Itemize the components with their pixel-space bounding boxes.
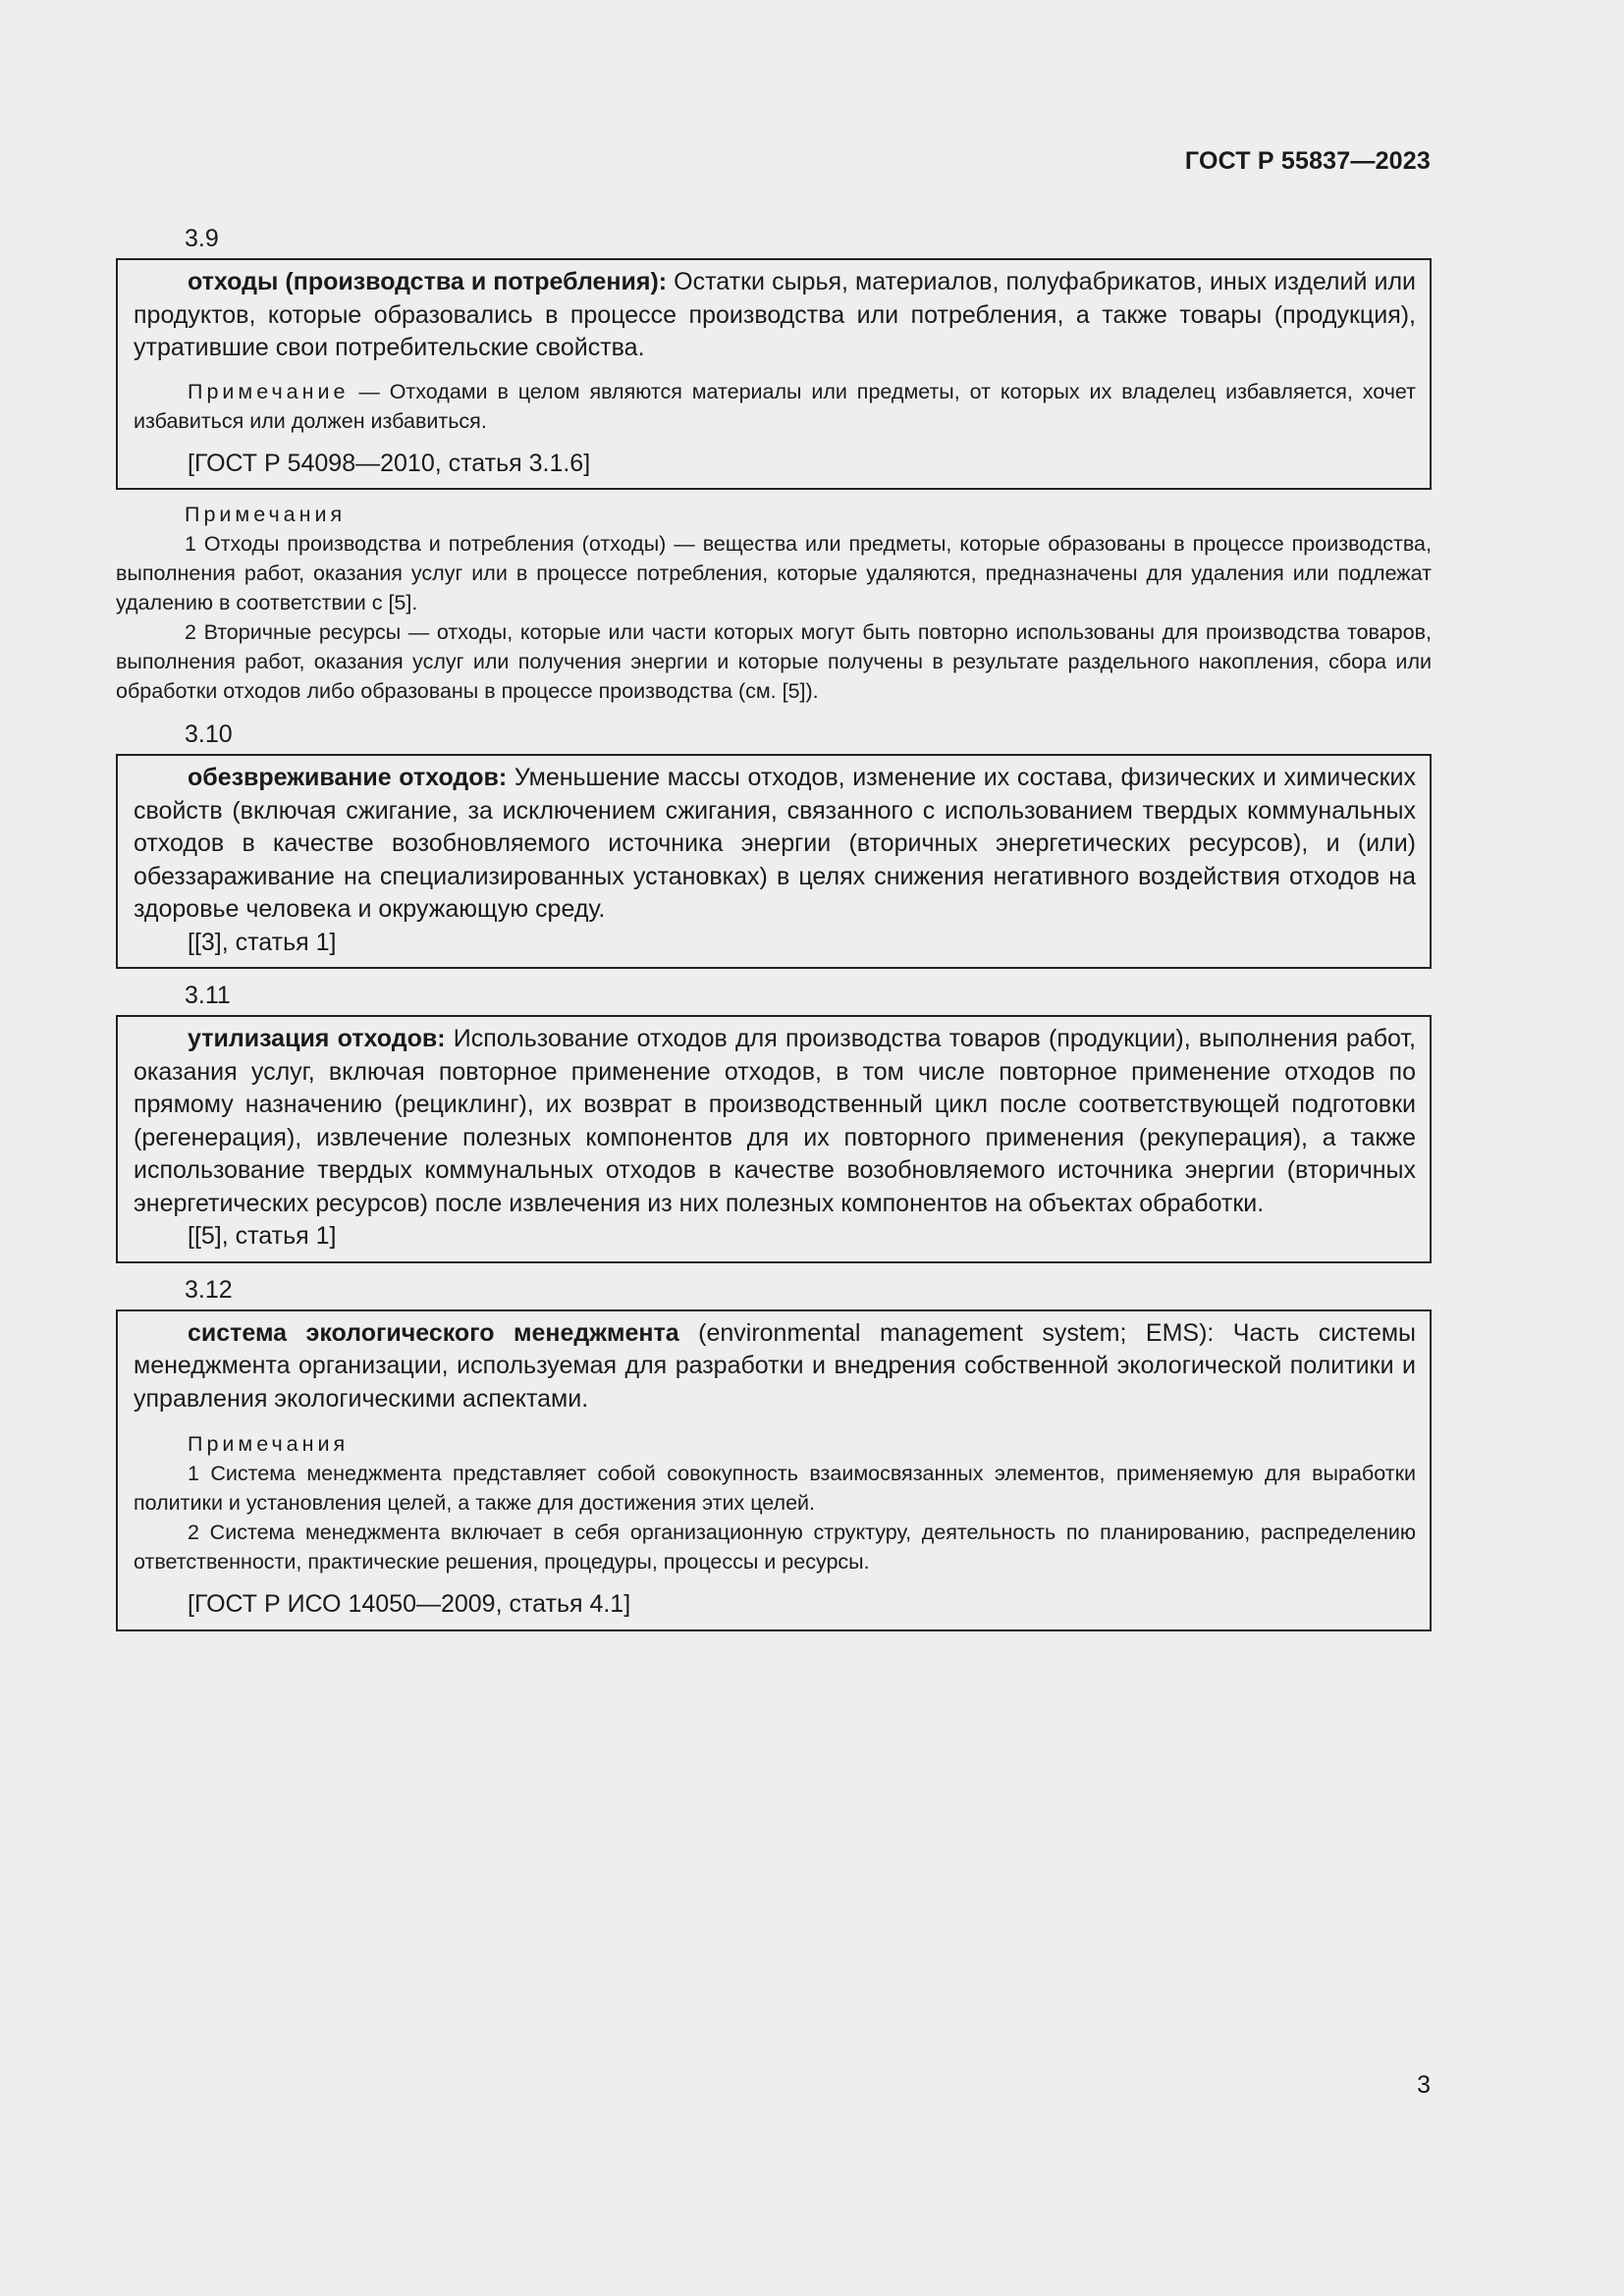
page-content	[116, 222, 1432, 1641]
note-1: 1 Система менеджмента представляет собой совокупность взаимосвязанных элементов, применяемую для выработки политики и установления целей, а также для достижения этих целей.	[134, 1462, 1416, 1515]
source-reference: [ГОСТ Р ИСО 14050—2009, статья 4.1]	[188, 1590, 631, 1618]
term: система экологического менеджмента	[188, 1318, 679, 1347]
note-2: 2 Вторичные ресурсы — отходы, которые или части которых могут быть повторно использованы для производства товаров, выполнения работ, оказания услуг или получения энергии и которые получены в результате раздельного накопления, сбора или обработки отходов либо образованы в процессе производства (см. [5]).	[116, 620, 1432, 703]
section-number: 3.9	[185, 225, 219, 252]
page-number: 3	[1417, 2071, 1431, 2099]
source-reference: [[5], статья 1]	[188, 1222, 337, 1250]
note-2: 2 Система менеджмента включает в себя организационную структуру, деятельность по планированию, распределению ответственности, практические решения, процедуры, процессы и ресурсы.	[134, 1521, 1416, 1574]
definition-box-3-9	[116, 258, 1432, 490]
section-number: 3.12	[185, 1275, 233, 1304]
definition-text	[134, 266, 1416, 365]
source-reference: [[3], статья 1]	[188, 928, 337, 956]
notes-title: Примечания	[185, 503, 347, 526]
definition: (environmental management system; EMS): Часть системы менеджмента организации, используемая для разработки и внедрения собственной экологической политики и управления экологическими аспектами.	[134, 1318, 1416, 1413]
notes-title: Примечания	[188, 1432, 350, 1456]
source-reference: [ГОСТ Р 54098—2010, статья 3.1.6]	[188, 449, 591, 477]
term: обезвреживание отходов:	[188, 764, 508, 791]
definition-text	[134, 1317, 1416, 1416]
definition-box-3-12	[116, 1309, 1432, 1631]
term: утилизация отходов:	[188, 1025, 446, 1052]
note-label: Примечание	[188, 379, 350, 403]
definition: Использование отходов для производства товаров (продукции), выполнения работ, оказания услуг, включая повторное применение отходов, в том числе повторное применение отходов по прямому назначению (рециклинг), их возврат в производственный цикл после соответствующей подготовки (регенерация), извлечение полезных компонентов для их повторного применения (рекуперация), а также использование твердых коммунальных отходов в качестве возобновляемого источника энергии (вторичных энергетических ресурсов) после извлечения из них полезных компонентов на объектах обработки.	[134, 1025, 1416, 1217]
section-number: 3.11	[185, 982, 231, 1009]
document-code: ГОСТ Р 55837—2023	[1184, 147, 1431, 175]
term: отходы (производства и потребления):	[188, 268, 668, 295]
definition-text	[134, 1023, 1416, 1220]
definition-text	[134, 762, 1416, 927]
definition-box-3-10	[116, 754, 1432, 969]
section-number: 3.10	[185, 721, 233, 748]
note	[134, 377, 1416, 436]
definition: Остатки сырья, материалов, полуфабрикатов, иных изделий или продуктов, которые образовались в процессе производства или потребления, а также товары (продукция), утратившие свои потребительские свойства.	[134, 268, 1416, 361]
note-text: — Отходами в целом являются материалы или предметы, от которых их владелец избавляется, хочет избавиться или должен избавиться.	[134, 379, 1416, 433]
note-1: 1 Отходы производства и потребления (отходы) — вещества или предметы, которые образованы в процессе производства, выполнения работ, оказания услуг или в процессе потребления, которые удаляются, предназначены для удаления или подлежат удалению в соответствии с [5].	[116, 532, 1432, 614]
definition-box-3-11	[116, 1015, 1432, 1263]
definition: Уменьшение массы отходов, изменение их состава, физических и химических свойств (включая сжигание, за исключением сжигания, связанного с использованием твердых коммунальных отходов в качестве возобновляемого источника энергии (вторичных энергетических ресурсов), и (или) обеззараживание на специализированных установках) в целях снижения негативного воздействия отходов на здоровье человека и окружающую среду.	[134, 764, 1417, 923]
